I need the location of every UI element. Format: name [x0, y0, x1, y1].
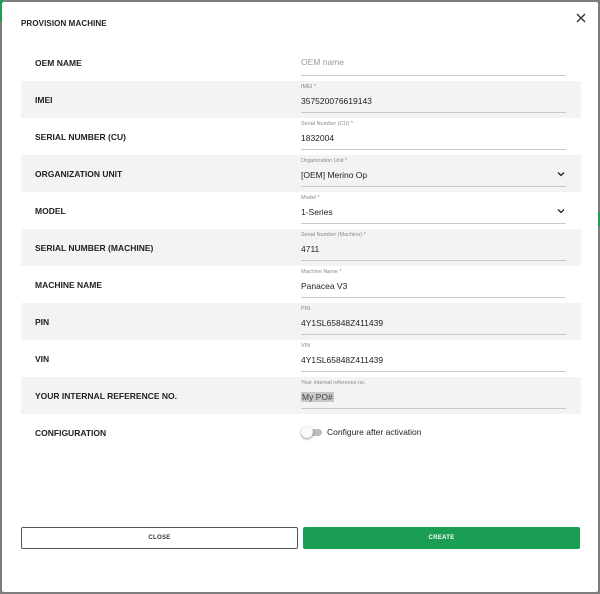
field-value: 357520076619143 — [301, 96, 372, 106]
oem-name-placeholder: OEM name — [301, 57, 344, 67]
dialog-title: PROVISION MACHINE — [21, 19, 107, 28]
row-imei — [21, 81, 581, 118]
row-label: ORGANIZATION UNIT — [35, 168, 123, 179]
row-configuration — [21, 414, 581, 451]
imei-input[interactable] — [301, 84, 566, 113]
field-label: Organization Unit * — [301, 158, 348, 164]
field-value: 4711 — [301, 244, 320, 254]
field-value: [OEM] Merino Op — [301, 170, 368, 180]
create-button[interactable]: CREATE — [303, 527, 580, 549]
row-label: YOUR INTERNAL REFERENCE NO. — [35, 390, 177, 401]
row-label: OEM NAME — [35, 57, 82, 68]
chevron-down-icon[interactable] — [556, 169, 566, 179]
serial-number-machine-input[interactable] — [301, 232, 566, 261]
model-select[interactable] — [301, 195, 566, 224]
row-label: PIN — [35, 316, 50, 327]
row-label: SERIAL NUMBER (MACHINE) — [35, 242, 154, 253]
internal-reference-input[interactable] — [301, 380, 566, 409]
oem-name-input[interactable] — [301, 47, 566, 76]
close-button[interactable]: CLOSE — [21, 527, 298, 549]
field-value: 4Y1SL65848Z411439 — [301, 318, 384, 328]
row-oem-name — [21, 44, 581, 81]
field-value: Panacea V3 — [301, 281, 348, 291]
row-internal-reference — [21, 377, 581, 414]
field-label: Serial Number (Machine) * — [301, 232, 366, 238]
field-value: 4Y1SL65848Z411439 — [301, 355, 384, 365]
field-label: Serial Number (CU) * — [301, 121, 353, 127]
row-label: MODEL — [35, 205, 66, 216]
row-model — [21, 192, 581, 229]
field-label: Model * — [301, 195, 320, 201]
row-pin — [21, 303, 581, 340]
field-label: PIN — [301, 306, 311, 312]
row-label: SERIAL NUMBER (CU) — [35, 131, 126, 142]
toggle-knob[interactable] — [301, 426, 313, 438]
row-label: CONFIGURATION — [35, 427, 107, 438]
row-serial-number-machine — [21, 229, 581, 266]
field-label: VIN — [301, 343, 311, 349]
field-value: My PO# — [302, 392, 333, 402]
row-label: MACHINE NAME — [35, 279, 103, 290]
field-value: 1-Series — [301, 207, 333, 217]
row-label: VIN — [35, 353, 50, 364]
form-rows — [21, 44, 581, 451]
row-serial-number-cu — [21, 118, 581, 155]
row-label: IMEI — [35, 94, 53, 105]
field-label: Your internal reference no. — [301, 380, 366, 386]
organization-unit-select[interactable] — [301, 158, 566, 187]
machine-name-input[interactable] — [301, 269, 566, 298]
vin-input[interactable] — [301, 343, 566, 372]
pin-input[interactable] — [301, 306, 566, 335]
toggle-label: Configure after activation — [327, 427, 422, 437]
row-vin — [21, 340, 581, 377]
close-icon[interactable] — [574, 11, 588, 25]
serial-number-cu-input[interactable] — [301, 121, 566, 150]
provision-machine-dialog — [2, 2, 598, 592]
chevron-down-icon[interactable] — [556, 206, 566, 216]
row-organization-unit — [21, 155, 581, 192]
field-label: Machine Name * — [301, 269, 342, 275]
row-machine-name — [21, 266, 581, 303]
field-label: IMEI * — [301, 84, 316, 90]
field-value: 1832004 — [301, 133, 335, 143]
